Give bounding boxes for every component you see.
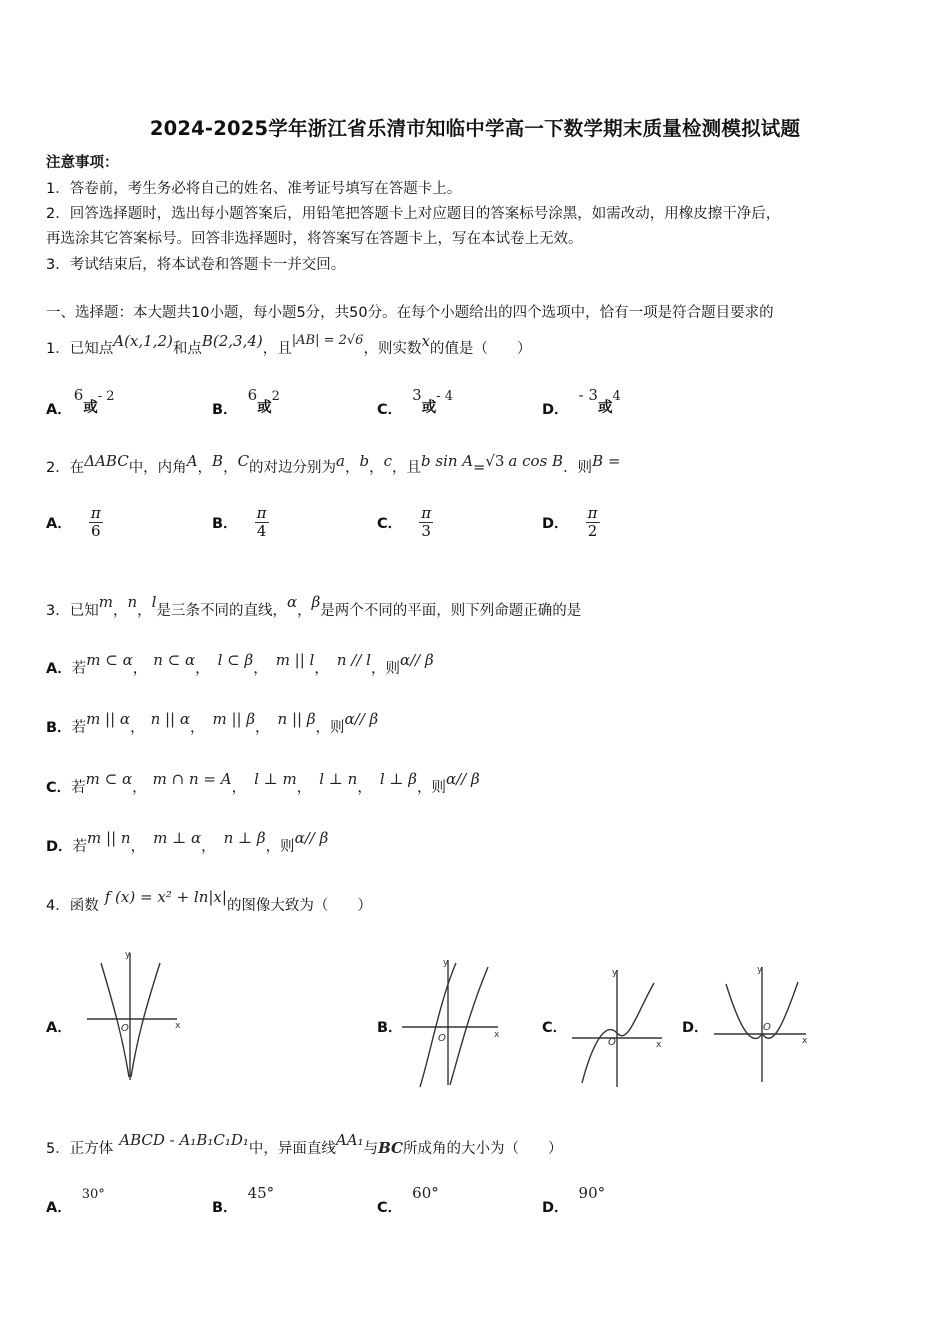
q2-angle-a: A	[186, 452, 198, 470]
q1-distance: |AB| = 2√6	[291, 333, 364, 348]
axis-label-x: x	[802, 1036, 808, 1046]
q5-line-aa1: AA₁	[335, 1131, 364, 1149]
origin-label: O	[608, 1037, 616, 1048]
q3-comma: ，	[190, 720, 205, 736]
q3-option-label: C．	[46, 780, 72, 796]
q3-comma: ，	[231, 780, 247, 796]
q1-text-4: ，则实数	[363, 341, 422, 357]
q3-cond: m ⊥ α	[153, 829, 202, 847]
question-5	[46, 1131, 563, 1158]
q3-cond: l ⊥ β	[379, 770, 417, 788]
q3-comma: ，	[132, 661, 148, 677]
q5-option-label: B．	[212, 1200, 238, 1216]
q1-option-b[interactable]	[212, 384, 280, 418]
curve-right	[131, 963, 160, 1077]
axis-label-y: y	[612, 968, 618, 978]
q4-number: 4．	[46, 898, 70, 914]
q2-number: 2．	[46, 460, 70, 476]
q2-option-fraction	[89, 505, 103, 540]
q1-text-1: 已知点	[69, 341, 114, 357]
q4-option-c-label[interactable]: C．	[542, 1020, 568, 1036]
q1-option-value: - 4	[436, 389, 453, 404]
q3-plane-beta: β	[311, 593, 321, 611]
q2-option-label: C．	[377, 516, 403, 532]
q5-text-2: 中，异面直线	[248, 1141, 336, 1157]
q5-option-d[interactable]	[542, 1182, 606, 1216]
fraction-num: π	[90, 504, 101, 522]
q1-option-value: 6	[73, 386, 84, 404]
q1-option-value: 3	[412, 386, 422, 404]
fraction-num: π	[421, 504, 432, 522]
axis-label-y: y	[757, 965, 763, 975]
fraction-den: 6	[90, 522, 101, 540]
q3-cond: m || α	[86, 710, 131, 728]
q2-sqrt3: √3	[485, 452, 505, 470]
q2-comma: ，	[369, 460, 384, 476]
q1-option-label: A．	[46, 402, 72, 418]
q1-option-value: 2	[271, 389, 280, 404]
fraction-num: π	[587, 504, 598, 522]
q3-option-ruo: 若	[71, 720, 87, 736]
q1-point-a: A(x,1,2)	[113, 332, 173, 350]
question-1	[46, 332, 532, 358]
q3-cond: m || l	[275, 651, 315, 669]
axis-label-y: y	[443, 958, 449, 968]
q3-cond: l ⊥ m	[254, 770, 297, 788]
fraction-num: π	[256, 504, 267, 522]
notice-item-2: 2．回答选择题时，选出每小题答案后，用铅笔把答题卡上对应题目的答案标号涂黑，如需改动，用橡皮擦干净后，	[46, 206, 781, 222]
q3-cond: m || n	[87, 829, 131, 847]
curve-right	[450, 967, 488, 1085]
q3-conclusion: α// β	[294, 829, 329, 847]
q3-number: 3．	[46, 603, 70, 619]
q3-option-label: B．	[46, 720, 72, 736]
q5-number: 5．	[46, 1141, 70, 1157]
q1-option-value: 4	[612, 389, 621, 404]
q3-option-label: D．	[46, 839, 73, 855]
question-2	[46, 452, 621, 477]
q4-graph-b[interactable]	[400, 955, 510, 1090]
curve-left	[101, 963, 129, 1077]
q3-option-c[interactable]	[46, 770, 480, 797]
q3-comma: ，	[296, 780, 312, 796]
q2-text-5: ．则	[563, 460, 593, 476]
q1-option-or: 或	[257, 400, 272, 416]
q5-option-value: 90°	[578, 1184, 606, 1202]
q2-option-label: B．	[212, 516, 238, 532]
q4-graph-d[interactable]	[712, 962, 812, 1087]
q5-line-bc: BC	[378, 1139, 403, 1157]
q3-plane-alpha: α	[286, 593, 298, 611]
q3-conclusion: α// β	[344, 710, 379, 728]
q3-option-ruo: 若	[71, 661, 87, 677]
q4-function: f (x) = x² + ln|x|	[104, 888, 227, 906]
q3-cond: n ⊂ α	[153, 651, 196, 669]
q4-option-d-label[interactable]: D．	[682, 1020, 709, 1036]
q2-side-a: a	[336, 452, 345, 470]
q2-angle-b: B	[212, 452, 224, 470]
q3-then: ，则	[315, 720, 345, 736]
q5-option-a[interactable]	[46, 1182, 105, 1216]
q3-line-m: m	[98, 593, 113, 611]
q3-comma: ，	[130, 839, 146, 855]
q3-comma: ，	[253, 661, 268, 677]
q1-option-value: - 3	[578, 386, 598, 404]
q2-side-b: b	[359, 452, 370, 470]
q1-option-or: 或	[83, 400, 98, 416]
q2-side-c: c	[383, 452, 393, 470]
q5-text-1: 正方体	[69, 1141, 114, 1157]
q1-option-or: 或	[421, 400, 437, 416]
q5-option-label: D．	[542, 1200, 569, 1216]
q3-option-ruo: 若	[72, 839, 88, 855]
q1-text-5: 的值是（ ）	[429, 341, 532, 357]
fraction-den: 4	[256, 522, 267, 540]
notice-heading: 注意事项：	[46, 155, 119, 171]
q3-conclusion: α// β	[445, 770, 480, 788]
q3-then: ，则	[416, 780, 446, 796]
q2-answer-b: B =	[592, 452, 621, 470]
q1-point-b: B(2,3,4)	[201, 332, 263, 350]
page-title: 2024-2025学年浙江省乐清市知临中学高一下数学期末质量检测模拟试题	[149, 117, 801, 140]
q1-option-value: 6	[247, 386, 258, 404]
q2-option-d[interactable]	[542, 505, 600, 541]
q2-comma: ，	[223, 460, 238, 476]
q1-option-c[interactable]	[377, 384, 453, 418]
notice-item-2-cont: 再选涂其它答案标号。回答非选择题时，将答案写在答题卡上，写在本试卷上无效。	[46, 231, 583, 247]
q5-option-c[interactable]	[377, 1182, 439, 1216]
q5-text-4: 所成角的大小为（ ）	[402, 1141, 563, 1157]
q3-comma: ，	[130, 720, 145, 736]
q3-comma: ，	[132, 780, 147, 796]
curve	[582, 983, 654, 1083]
axis-label-x: x	[175, 1021, 181, 1031]
q2-option-c[interactable]	[377, 505, 433, 541]
q1-number: 1．	[46, 341, 70, 357]
q3-cond: m ⊂ α	[86, 651, 133, 669]
q2-option-a[interactable]	[46, 505, 103, 541]
q2-option-label: D．	[542, 516, 569, 532]
q3-comma: ，	[314, 661, 329, 677]
axis-label-y: y	[125, 950, 131, 960]
q5-option-value: 30°	[81, 1187, 105, 1202]
q5-cube: ABCD - A₁B₁C₁D₁	[119, 1131, 249, 1149]
q2-angle-c: C	[237, 452, 250, 470]
q2-expr-left: b sin A	[421, 452, 474, 470]
q2-option-fraction	[586, 505, 600, 540]
origin-label: O	[438, 1033, 446, 1044]
q3-text-1: 已知	[69, 603, 99, 619]
q3-cond: l ⊥ n	[319, 770, 358, 788]
q4-option-b-label[interactable]: B．	[377, 1020, 403, 1036]
q1-option-or: 或	[597, 400, 613, 416]
q3-line-n: n	[127, 593, 138, 611]
notice-item-1: 1．答卷前，考生务必将自己的姓名、准考证号填写在答题卡上。	[46, 181, 462, 197]
q5-text-3: 与	[363, 1141, 379, 1157]
section-header: 一、选择题：本大题共10小题，每小题5分，共50分。在每个小题给出的四个选项中，恰有一项是符合题目要求的	[46, 305, 774, 321]
q3-comma: ，	[195, 661, 210, 677]
q5-option-value: 60°	[412, 1184, 439, 1202]
q5-option-b[interactable]	[212, 1182, 275, 1216]
q3-comma: ，	[357, 780, 372, 796]
fraction-den: 3	[421, 522, 431, 540]
q3-option-b[interactable]	[46, 710, 379, 737]
q4-text-2: 的图像大致为（ ）	[226, 898, 372, 914]
q1-var-x: x	[421, 332, 430, 350]
q3-cond: m ⊂ α	[85, 770, 133, 788]
q2-text-3: 的对边分别为	[249, 460, 337, 476]
fraction-den: 2	[587, 522, 598, 540]
q3-text-3: 是两个不同的平面，则下列命题正确的是	[320, 603, 582, 619]
curve-left	[420, 963, 456, 1087]
q3-then: ，则	[370, 661, 400, 677]
q3-comma: ，	[137, 603, 152, 619]
q3-comma: ，	[201, 839, 216, 855]
q3-cond: l ⊂ β	[217, 651, 254, 669]
q1-option-a[interactable]	[46, 384, 115, 418]
q3-comma: ，	[112, 603, 128, 619]
q4-graph-a[interactable]	[85, 945, 215, 1090]
q3-cond: m ∩ n = A	[152, 770, 232, 788]
q3-then: ，则	[265, 839, 295, 855]
q3-line-l: l	[151, 593, 157, 611]
q2-expr-right: a cos B	[508, 452, 564, 470]
q2-option-label: A．	[46, 516, 72, 532]
q1-text-3: ，且	[262, 341, 292, 357]
q4-graph-c[interactable]	[570, 965, 670, 1090]
axis-label-x: x	[494, 1030, 500, 1040]
q3-option-ruo: 若	[71, 780, 86, 796]
q2-text-2: 中，内角	[128, 460, 187, 476]
question-3	[46, 593, 582, 620]
q3-comma: ，	[297, 603, 312, 619]
q4-text-1: 函数	[69, 898, 99, 914]
q1-option-label: C．	[377, 402, 403, 418]
origin-label: O	[763, 1022, 771, 1033]
q1-option-d[interactable]	[542, 384, 621, 418]
q2-comma: ，	[197, 460, 213, 476]
q3-option-label: A．	[46, 661, 72, 677]
q2-text-4: ，且	[392, 460, 422, 476]
q3-cond: n // l	[336, 651, 371, 669]
q2-triangle: ΔABC	[84, 452, 129, 470]
q3-conclusion: α// β	[399, 651, 434, 669]
origin-label: O	[121, 1023, 129, 1034]
axis-label-x: x	[656, 1040, 662, 1050]
q3-cond: n ⊥ β	[223, 829, 266, 847]
q3-cond: n || β	[277, 710, 316, 728]
q3-cond: n || α	[150, 710, 190, 728]
q1-option-label: B．	[212, 402, 238, 418]
notice-item-3: 3．考试结束后，将本试卷和答题卡一并交回。	[46, 257, 346, 273]
q4-option-a-label[interactable]: A．	[46, 1020, 72, 1036]
q2-option-fraction	[255, 505, 269, 540]
q2-option-b[interactable]	[212, 505, 269, 541]
question-4	[46, 888, 372, 915]
q5-option-value: 45°	[247, 1184, 275, 1202]
q2-option-fraction	[419, 505, 433, 540]
q2-text-1: 在	[69, 460, 85, 476]
q3-option-a[interactable]	[46, 651, 434, 678]
q3-cond: m || β	[212, 710, 256, 728]
q2-comma: ，	[345, 460, 360, 476]
q1-option-value: - 2	[97, 389, 115, 404]
q5-option-label: A．	[46, 1200, 72, 1216]
q2-equals: =	[473, 460, 486, 476]
q3-comma: ，	[255, 720, 270, 736]
q3-option-d[interactable]	[46, 829, 329, 856]
q3-text-2: 是三条不同的直线，	[156, 603, 287, 619]
q1-text-2: 和点	[172, 341, 202, 357]
q1-option-label: D．	[542, 402, 569, 418]
q5-option-label: C．	[377, 1200, 403, 1216]
